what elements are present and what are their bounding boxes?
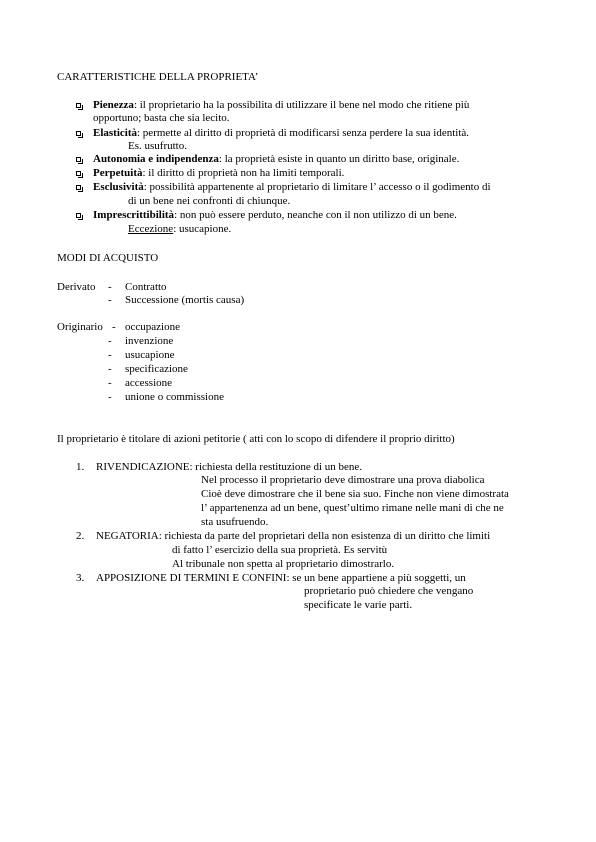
- azioni-petitorie-intro: Il proprietario è titolare di azioni petitorie ( atti con lo scopo di difendere il proprio diritto): [57, 433, 455, 445]
- term-label: Esclusività: [93, 181, 144, 193]
- exception-label: Eccezione: [128, 223, 174, 235]
- section-title-modi-acquisto: MODI DI ACQUISTO: [57, 252, 159, 264]
- originario-item: usucapione: [125, 349, 175, 361]
- list-item-continuation: Es. usufrutto.: [128, 140, 187, 152]
- originario-item: accessione: [125, 377, 173, 389]
- rivendicazione-line: sta usufruendo.: [201, 516, 269, 528]
- negatoria-head: NEGATORIA: richiesta da parte del proprietari della non esistenza di un diritto che limiti: [96, 530, 491, 542]
- dash: -: [108, 335, 112, 347]
- term-text: : la proprietà esiste in quanto un diritto base, originale.: [218, 153, 460, 165]
- list-number: 2.: [76, 530, 85, 542]
- term-label: Perpetuità: [93, 167, 143, 179]
- originario-item: invenzione: [125, 335, 174, 347]
- rivendicazione-line: Cioè deve dimostrare che il bene sia suo. Finche non viene dimostrata: [201, 488, 509, 500]
- term-text: : il proprietario ha la possibilita di utilizzare il bene nel modo che ritiene più: [133, 99, 470, 111]
- bullet-icon: [76, 157, 81, 162]
- apposizione-head: APPOSIZIONE DI TERMINI E CONFINI: se un bene appartiene a più soggetti, un: [96, 572, 466, 584]
- negatoria-line: Al tribunale non spetta al proprietario dimostrarlo.: [172, 558, 395, 570]
- bullet-icon: [76, 185, 81, 190]
- list-number: 3.: [76, 572, 85, 584]
- bullet-icon: [76, 103, 81, 108]
- bullet-icon: [76, 131, 81, 136]
- list-item-esclusivita: [93, 181, 491, 194]
- term-text: : permette al diritto di proprietà di modificarsi senza perdere la sua identità.: [137, 127, 470, 139]
- dash: -: [108, 294, 112, 306]
- apposizione-line: proprietario può chiedere che vengano: [304, 585, 474, 597]
- rivendicazione-line: Nel processo il proprietario deve dimostrare una prova diabolica: [201, 474, 485, 486]
- bullet-icon: [76, 171, 81, 176]
- list-item-imprescrittibilita: [93, 209, 457, 222]
- rivendicazione-line: l’ appartenenza ad un bene, quest’ultimo rimane nelle mani di che ne: [201, 502, 504, 514]
- derivato-label: Derivato: [57, 281, 96, 293]
- negatoria-line: di fatto l’ esercizio della sua proprietà. Es servitù: [172, 544, 388, 556]
- dash: -: [108, 391, 112, 403]
- term-label: Elasticità: [93, 127, 137, 139]
- term-text: : possibilità appartenente al proprietario di limitare l’ accesso o il godimento di: [143, 181, 491, 193]
- term-label: Autonomia e indipendenza: [93, 153, 219, 165]
- dash: -: [108, 349, 112, 361]
- dash: -: [112, 321, 116, 333]
- rivendicazione-head: RIVENDICAZIONE: richiesta della restituzione di un bene.: [96, 461, 363, 473]
- list-item-perpetuita: [93, 167, 344, 180]
- list-item-continuation: di un bene nei confronti di chiunque.: [128, 195, 291, 207]
- originario-item: specificazione: [125, 363, 188, 375]
- originario-item: unione o commissione: [125, 391, 224, 403]
- list-item-continuation: [128, 223, 231, 236]
- apposizione-line: specificate le varie parti.: [304, 599, 413, 611]
- term-label: Pienezza: [93, 99, 134, 111]
- originario-label: Originario: [57, 321, 103, 333]
- dash: -: [108, 281, 112, 293]
- bullet-icon: [76, 213, 81, 218]
- term-text: : il diritto di proprietà non ha limiti temporali.: [142, 167, 345, 179]
- dash: -: [108, 377, 112, 389]
- list-item-continuation: opportuno; basta che sia lecito.: [93, 112, 230, 124]
- list-number: 1.: [76, 461, 85, 473]
- list-item-pienezza: [93, 99, 469, 112]
- derivato-item: Contratto: [125, 281, 167, 293]
- list-item-elasticita: [93, 127, 469, 140]
- section-title-caratteristiche: CARATTERISTICHE DELLA PROPRIETA’: [57, 71, 259, 83]
- term-label: Imprescrittibilità: [93, 209, 175, 221]
- term-text: : non può essere perduto, neanche con il non utilizzo di un bene.: [174, 209, 457, 221]
- dash: -: [108, 363, 112, 375]
- exception-text: : usucapione.: [173, 223, 232, 235]
- originario-item: occupazione: [125, 321, 180, 333]
- derivato-item: Successione (mortis causa): [125, 294, 245, 306]
- list-item-autonomia: [93, 153, 459, 166]
